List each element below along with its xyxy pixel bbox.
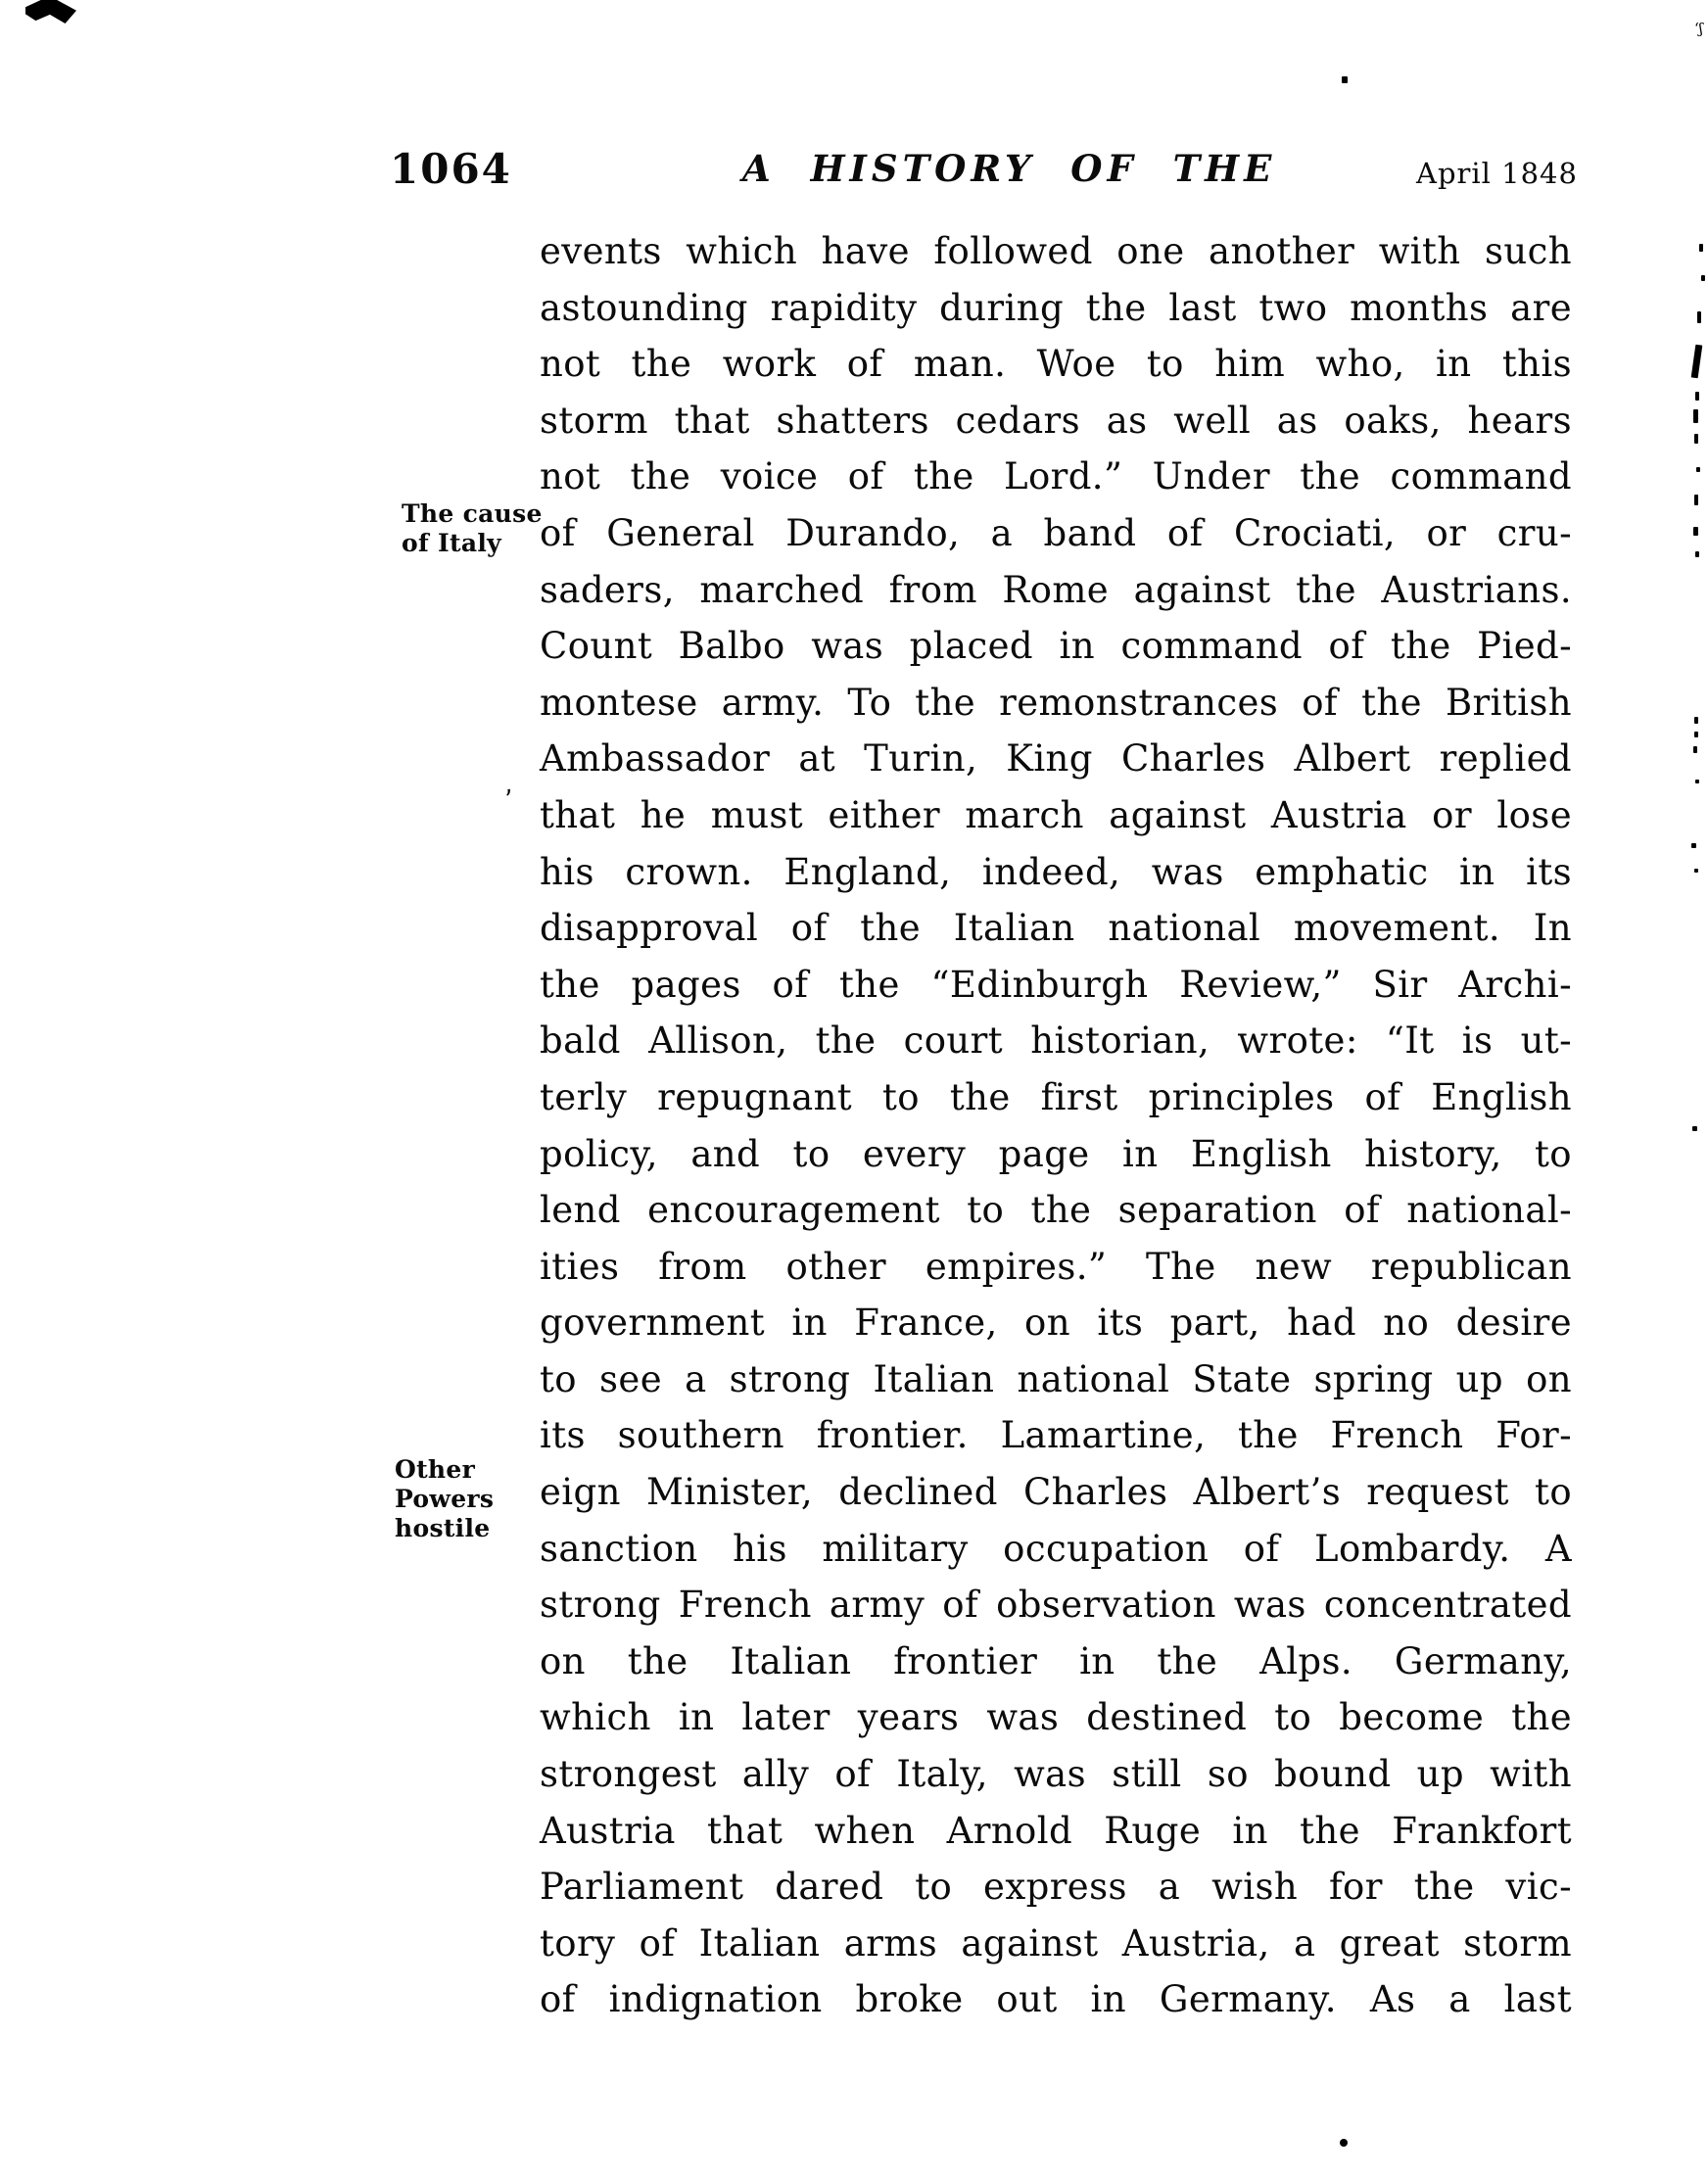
text-line: events which have followed one another with such xyxy=(540,230,1572,272)
text-line: his crown. England, indeed, was emphatic in its xyxy=(540,850,1572,893)
text-line: ities from other empires.” The new republican xyxy=(540,1245,1572,1288)
text-line: terly repugnant to the first principles of English xyxy=(540,1075,1572,1118)
body-text-column xyxy=(540,223,1572,2028)
text-line: Count Balbo was placed in command of the Pied- xyxy=(540,625,1572,668)
stray-comma-artifact: , xyxy=(499,769,515,800)
ink-speck xyxy=(1693,746,1697,753)
margin-note-other-powers-hostile xyxy=(395,1455,551,1543)
margin-note-cause-of-italy xyxy=(402,499,558,558)
text-line: Austria that when Arnold Ruge in the Frankfort xyxy=(540,1809,1572,1852)
text-line: eign Minister, declined Charles Albert’s request to xyxy=(540,1471,1572,1514)
ink-speck xyxy=(1701,275,1705,281)
text-line: its southern frontier. Lamartine, the French For- xyxy=(540,1414,1572,1457)
text-line: that he must either march against Austria or lose xyxy=(540,793,1572,836)
ink-speck xyxy=(1695,551,1699,557)
text-line: astounding rapidity during the last two months are xyxy=(540,286,1572,329)
ink-streak xyxy=(1691,345,1703,379)
ink-speck xyxy=(1694,717,1698,724)
text-line: government in France, on its part, had no desire xyxy=(540,1302,1572,1345)
text-line: bald Allison, the court historian, wrote: “It is ut- xyxy=(540,1019,1572,1063)
margin-scribble-artifact: ʻʃ xyxy=(1694,20,1703,37)
ink-speck xyxy=(1694,434,1698,444)
text-line: lend encouragement to the separation of national- xyxy=(540,1189,1572,1232)
ink-speck xyxy=(1695,392,1699,401)
page-number: 1064 xyxy=(390,145,512,193)
ink-speck xyxy=(1693,409,1698,423)
running-title: A HISTORY OF THE xyxy=(742,147,1277,190)
text-line: Parliament dared to express a wish for the vic- xyxy=(540,1866,1572,1909)
ink-blob-artifact xyxy=(25,0,76,24)
ink-speck xyxy=(1342,76,1348,83)
text-line: which in later years was destined to become the xyxy=(540,1696,1572,1739)
text-line: disapproval of the Italian national movement. In xyxy=(540,907,1572,950)
text-line: strong French army of observation was concentrated xyxy=(540,1584,1572,1627)
text-line: not the voice of the Lord.” Under the command xyxy=(540,455,1572,498)
ink-speck xyxy=(1693,527,1698,536)
text-line: not the work of man. Woe to him who, in this xyxy=(540,343,1572,386)
text-line: montese army. To the remonstrances of the British xyxy=(540,681,1572,724)
text-line: the pages of the “Edinburgh Review,” Sir Archi- xyxy=(540,963,1572,1006)
text-line: Ambassador at Turin, King Charles Albert replied xyxy=(540,737,1572,781)
text-line: tory of Italian arms against Austria, a great storm xyxy=(540,1921,1572,1965)
ink-speck xyxy=(1692,1126,1697,1131)
ink-speck xyxy=(1694,732,1698,737)
ink-speck xyxy=(1340,2139,1348,2147)
text-line: policy, and to every page in English history, to xyxy=(540,1132,1572,1175)
text-line: of General Durando, a band of Crociati, or cru- xyxy=(540,511,1572,554)
text-line: on the Italian frontier in the Alps. Germany, xyxy=(540,1639,1572,1682)
text-line: sanction his military occupation of Lombardy. A xyxy=(540,1527,1572,1570)
ink-speck xyxy=(1691,843,1696,848)
margin-note-line: hostile xyxy=(395,1514,491,1542)
ink-speck xyxy=(1694,495,1698,505)
text-line: of indignation broke out in Germany. As a last xyxy=(540,1978,1572,2021)
text-line: storm that shatters cedars as well as oaks, hears xyxy=(540,399,1572,442)
ink-speck xyxy=(1697,311,1701,323)
ink-speck xyxy=(1695,780,1699,783)
text-line: saders, marched from Rome against the Austrians. xyxy=(540,568,1572,611)
margin-note-line: The cause xyxy=(402,499,543,528)
margin-note-line: of Italy xyxy=(402,529,501,557)
text-line: to see a strong Italian national State spring up on xyxy=(540,1357,1572,1400)
margin-note-line: Other xyxy=(395,1455,476,1484)
margin-note-line: Powers xyxy=(395,1485,495,1513)
ink-speck xyxy=(1696,467,1700,472)
ink-speck xyxy=(1694,869,1698,873)
header-date: April 1848 xyxy=(1416,157,1578,190)
ink-speck xyxy=(1699,244,1703,252)
text-line: strongest ally of Italy, was still so bound up with xyxy=(540,1753,1572,1796)
